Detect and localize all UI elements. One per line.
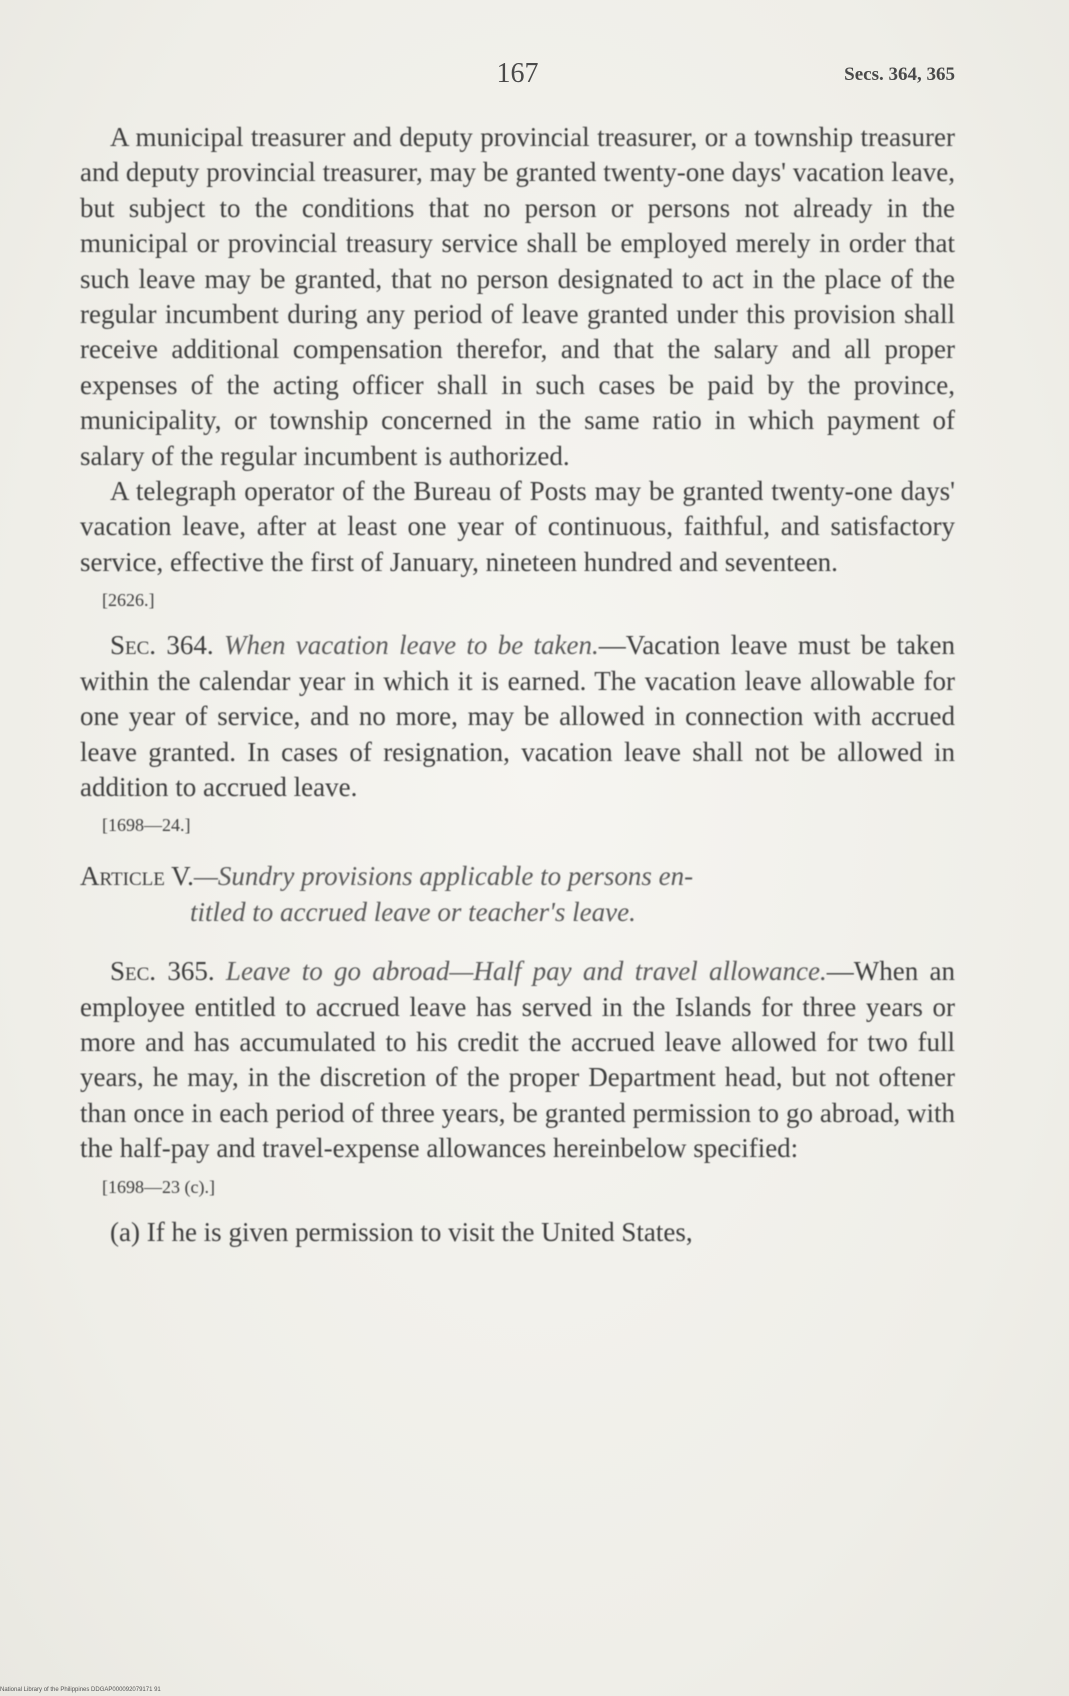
section-365-label: Sec. 365. — [110, 956, 215, 987]
paragraph-a — [80, 1215, 955, 1250]
paragraph-a-label: (a) — [110, 1216, 140, 1247]
section-365 — [80, 954, 955, 1166]
paragraph-a-text: If he is given permission to visit the United States, — [146, 1216, 693, 1247]
section-364-text: —Vacation leave must be taken within the calendar year in which it is earned. The vacation leave allowable for one year of service, and no more, may be allowed in connection with accrued leave granted. In cases of resignation, vacation leave shall not be allowed in addition to accrued leave. — [80, 630, 956, 802]
running-head — [80, 58, 955, 98]
paragraph-telegraph-operator: A telegraph operator of the Bureau of Posts may be granted twenty-one days' vacation leave, after at least one year of continuous, faithful, and satisfactory service, effective the first of January, nineteen hundred and seventeen. — [80, 476, 955, 577]
section-reference: Secs. 364, 365 — [844, 64, 955, 85]
citation-1698-24: [1698—24.] — [102, 815, 191, 836]
article-heading — [80, 859, 955, 930]
section-365-title: Leave to go abroad—Half pay and travel allowance. — [225, 956, 827, 987]
article-label: Article V. — [80, 861, 194, 892]
section-364-title: When vacation leave to be taken. — [223, 630, 599, 661]
section-364-label: Sec. 364. — [110, 630, 214, 661]
section-365-text: —When an employee entitled to accrued leave has served in the Islands for three years or more and has accumulated to his credit the accrued leave allowed for two full years, he may, in the discretion of the proper Department head, but not oftener than once in each period of three years, be granted permission to go abroad, with the half-pay and travel-expense allowances hereinbelow specified: — [80, 956, 956, 1164]
article-title-line1: —Sundry provisions applicable to persons en- — [193, 861, 694, 892]
scan-footer-note: National Library of the Philippines DDGAP000092079171 91 — [0, 1687, 161, 1693]
citation-2626: [2626.] — [102, 590, 155, 611]
citation-1698-23c: [1698—23 (c).] — [102, 1176, 215, 1197]
paragraph-municipal-treasurer: A municipal treasurer and deputy provincial treasurer, or a township treasurer and deputy provincial treasurer, may be granted twenty-one days' vacation leave, but subject to the conditions that no person or persons not already in the municipal or provincial treasury service shall be employed merely in order that such leave may be granted, that no person designated to act in the place of the regular incumbent during any period of leave granted under this provision shall receive additional compensation therefor, and that the salary and all proper expenses of the acting officer shall in such cases be paid by the province, municipality, or township concerned in the same ratio in which payment of salary of the regular incumbent is authorized. — [80, 122, 955, 471]
section-364 — [80, 628, 955, 805]
article-title-line2: titled to accrued leave or teacher's leave. — [190, 896, 636, 927]
text-column — [80, 120, 955, 1250]
page-number: 167 — [496, 58, 539, 89]
